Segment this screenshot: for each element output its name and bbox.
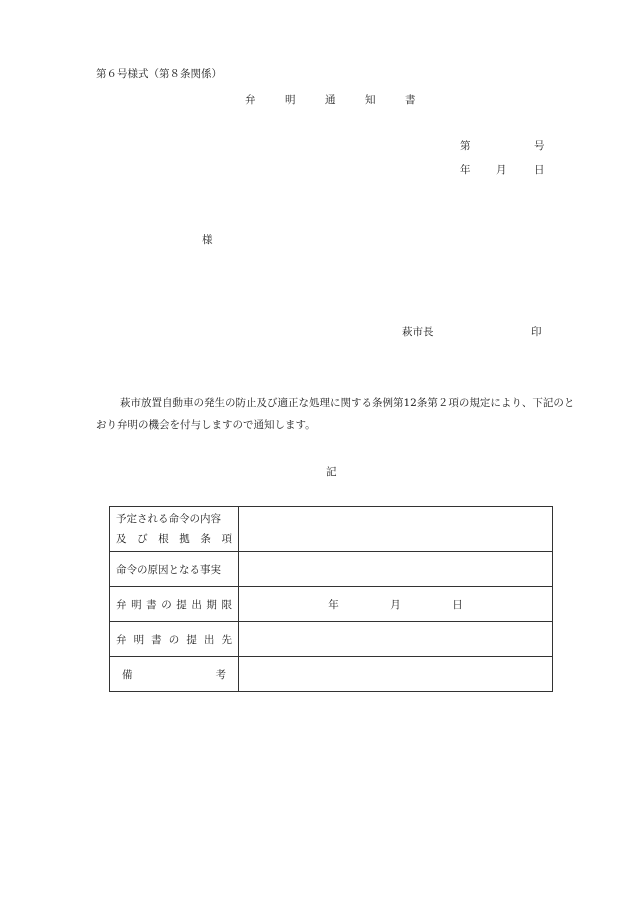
label-line-spread [116,632,232,647]
row-label-planned-order [110,507,239,552]
notice-body: 萩市放置自動車の発生の防止及び適正な処理に関する条例第12条第２項の規定により、下記のとおり弁明の機会を付与しますので通知します。 [96,397,575,431]
label-char: 出 [203,633,215,646]
table-row [110,587,553,622]
label-line-spread [116,529,232,549]
label-char: 提 [176,598,187,611]
title-char: 明 [285,94,296,106]
label-char: 根 [158,533,169,545]
title-char: 書 [405,94,416,106]
value-cause-facts[interactable] [239,552,553,587]
label-char: 項 [221,533,232,545]
form-number: 第６号様式（第８条関係） [96,68,222,80]
value-planned-order[interactable] [239,507,553,552]
label-char: 明 [133,633,145,646]
label-char: の [168,633,180,646]
value-remarks[interactable] [239,657,553,692]
document-title [245,92,445,107]
date-year: 年 [460,164,471,176]
value-submit-to[interactable] [239,622,553,657]
label-char: 書 [146,598,157,611]
row-label-remarks [110,657,239,692]
label-char: 弁 [116,633,127,646]
label-char: 限 [221,598,232,611]
deadline-month: 月 [390,598,401,611]
deadline-day: 日 [452,598,463,611]
label-char: 期 [206,598,217,611]
ki-heading: 記 [326,466,337,478]
notice-items-table [109,506,553,692]
label-char: 弁 [116,598,127,611]
label-char: 先 [221,633,232,646]
title-char: 知 [365,94,376,106]
label-char: 及 [116,533,127,545]
title-char: 弁 [245,94,256,106]
label-char: 書 [151,633,162,646]
issue-date-line [460,162,545,177]
label-line-spread [116,667,232,682]
row-label-cause-facts: 命令の原因となる事実 [110,552,239,587]
table-row [110,622,553,657]
table-row [110,552,553,587]
number-suffix: 号 [534,140,545,152]
seal-mark: 印 [531,326,542,338]
deadline-date [245,597,546,612]
value-deadline[interactable] [239,587,553,622]
label-char: 出 [191,598,202,611]
date-month: 月 [496,164,507,176]
label-line: 予定される命令の内容 [116,513,221,525]
label-char: の [161,598,172,611]
row-label-submit-to [110,622,239,657]
label-char: 備 [122,668,133,681]
addressee-honorific: 様 [202,234,213,246]
table-row [110,507,553,552]
label-char: び [137,533,148,545]
date-day: 日 [534,164,545,176]
title-char: 通 [325,94,336,106]
label-char: 提 [186,633,197,646]
number-prefix: 第 [460,140,471,152]
document-number-line [460,138,545,153]
deadline-year: 年 [328,598,339,611]
table-row [110,657,553,692]
label-line-spread [116,597,232,612]
label-char: 拠 [179,533,190,545]
row-label-deadline [110,587,239,622]
label-char: 明 [131,598,142,611]
label-char: 考 [215,668,226,681]
issuer-name: 萩市長 [402,326,434,338]
label-char: 条 [200,533,211,545]
